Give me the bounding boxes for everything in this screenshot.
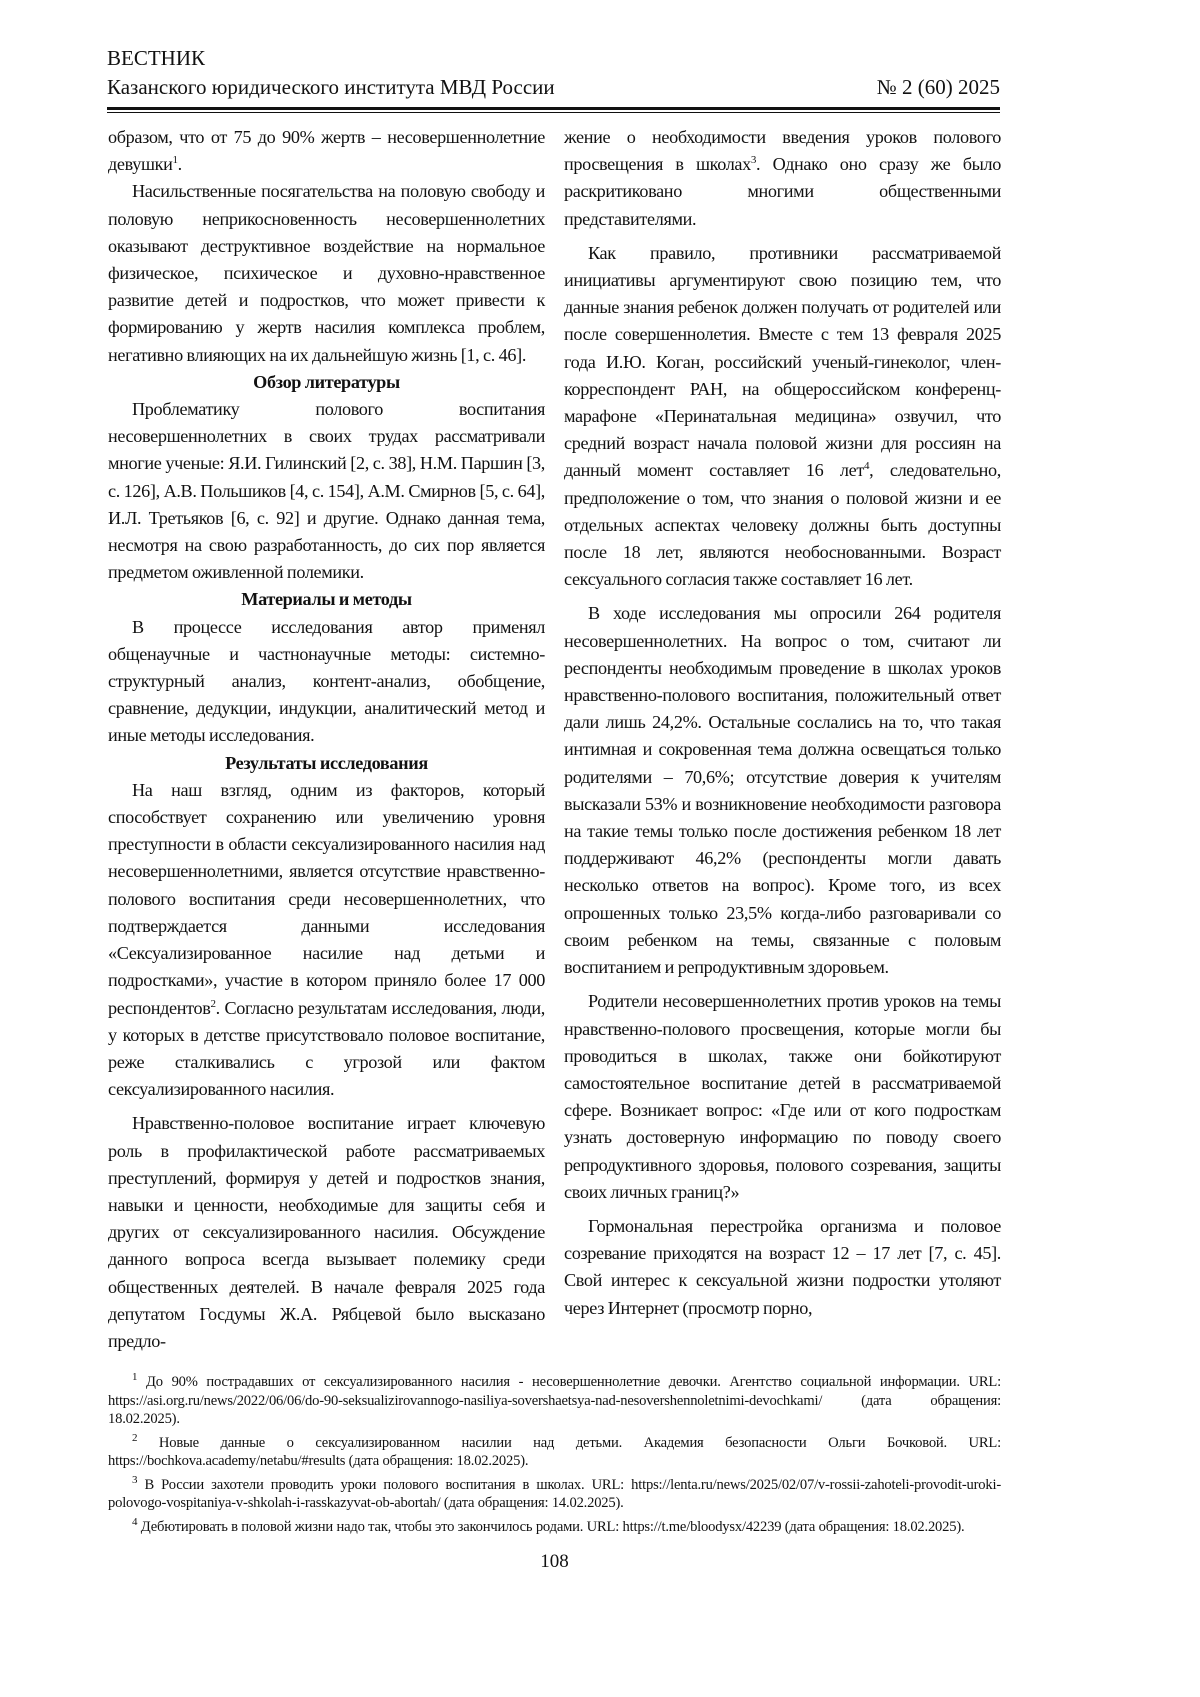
- section-heading: Результаты исследования: [108, 750, 545, 777]
- footnote-ref: 1: [173, 154, 178, 166]
- footnotes: [108, 1373, 1001, 1536]
- footnote-ref: 4: [864, 460, 869, 472]
- paragraph: [564, 240, 1001, 594]
- paragraph: [108, 777, 545, 1103]
- right-column: [564, 124, 1001, 1322]
- text-columns: [108, 124, 1001, 1355]
- paragraph-text: Насильственные посягательства на половую свободу и половую неприкосновенность несовершеннолетних оказывают деструктивное воздействие на нормальное физическое, психическое и духовно-нравственное развитие детей и подростков, что может привести к формированию у жертв насилия комплекса проблем, негативно влияющих на их дальнейшую жизнь [1, с. 46].: [108, 181, 545, 364]
- paragraph: [108, 124, 545, 178]
- footnote-number: 3: [132, 1474, 137, 1486]
- page-body: [0, 0, 1001, 1604]
- paragraph-text: Родители несовершеннолетних против уроков на темы нравственно-полового просвещения, которые могли бы проводиться в школах, также они бойкотируют самостоятельное воспитание детей в рассматриваемой сфере. Возникает вопрос: «Где или от кого подросткам узнать достоверную информацию по поводу своего репродуктивного здоровья, полового созревания, защиты своих личных границ?»: [564, 991, 1001, 1201]
- section-heading: Материалы и методы: [108, 586, 545, 613]
- footnote: [108, 1476, 1001, 1513]
- paragraph-text: . Однако оно сразу же было раскритиковано многими общественными представителями.: [564, 154, 1001, 228]
- paragraph-text: образом, что от 75 до 90% жертв – несовершеннолетние девушки: [108, 127, 545, 174]
- footnote-text: Новые данные о сексуализированном насилии над детьми. Академия безопасности Ольги Бочковой. URL: https://bochkova.academy/netabu/#results (дата обращения: 18.02.2025).: [108, 1435, 1001, 1470]
- paragraph: [564, 124, 1001, 233]
- footnote: [108, 1518, 1001, 1537]
- paragraph-text: Проблематику полового воспитания несовершеннолетних в своих трудах рассматривали многие ученые: Я.И. Гилинский [2, с. 38], Н.М. Паршин [3, с. 126], А.В. Польшиков [4, с. 154], А.М. Смирнов [5, с. 64], И.Л. Третьяков [6, с. 92] и другие. Однако данная тема, несмотря на свою разработанность, до сих пор является предметом оживленной полемики.: [108, 399, 545, 582]
- section-heading: Обзор литературы: [108, 369, 545, 396]
- footnote-text: В России захотели проводить уроки полового воспитания в школах. URL: https://lenta.ru/news/2025/02/07/v-rossii-zahoteli-provodit-uroki-polovogo-vospitaniya-v-shkolah-i-rasskazyvat-ob-abortah/ (дата обращения: 14.02.2025).: [108, 1477, 1001, 1512]
- paragraph: [108, 614, 545, 750]
- paragraph-text: . Согласно результатам исследования, люди, у которых в детстве присутствовало половое воспитание, реже сталкивались с угрозой или фактом сексуализированного насилия.: [108, 998, 545, 1100]
- left-column: [108, 124, 545, 1355]
- footnote-number: 1: [132, 1371, 137, 1383]
- paragraph-text: В процессе исследования автор применял общенаучные и частнонаучные методы: системно-структурный анализ, контент-анализ, обобщение, сравнение, дедукции, индукции, аналитический метод и иные методы исследования.: [108, 617, 545, 746]
- paragraph: [564, 600, 1001, 981]
- paragraph: [108, 396, 545, 586]
- footnote-ref: 3: [751, 154, 756, 166]
- page-number: 108: [108, 1550, 1001, 1574]
- journal-title-line2: Казанского юридического института МВД России: [107, 73, 555, 102]
- paragraph-text: Гормональная перестройка организма и половое созревание приходятся на возраст 12 – 17 лет [7, с. 45]. Свой интерес к сексуальной жизни подростки утоляют через Интернет (просмотр порно,: [564, 1216, 1001, 1318]
- paragraph: [108, 1110, 545, 1355]
- footnote-number: 2: [132, 1432, 137, 1444]
- footnote-text: Дебютировать в половой жизни надо так, чтобы это закончилось родами. URL: https://t.me/bloodysx/42239 (дата обращения: 18.02.2025).: [141, 1519, 965, 1535]
- paragraph-text: , следовательно, предположение о том, что знания о половой жизни и ее отдельных аспектах человеку должны быть доступны после 18 лет, являются необоснованными. Возраст сексуального согласия также составляет 16 лет.: [564, 460, 1001, 589]
- paragraph: [564, 988, 1001, 1206]
- footnote-number: 4: [132, 1516, 137, 1528]
- footnote: [108, 1434, 1001, 1471]
- paragraph: [564, 1213, 1001, 1322]
- journal-title-line1: ВЕСТНИК: [107, 44, 1000, 73]
- paragraph-text: жение о необходимости введения уроков полового просвещения в школах: [564, 127, 1001, 174]
- paragraph-text: На наш взгляд, одним из факторов, который способствует сохранению или увеличению уровня преступности в области сексуализированного насилия над несовершеннолетними, является отсутствие нравственно-полового воспитания среди несовершеннолетних, что подтверждается данными исследования «Сексуализированное насилие над детьми и подростками», участие в котором приняло более 17 000 респондентов: [108, 780, 545, 1018]
- paragraph: [108, 178, 545, 368]
- footnote-ref: 2: [211, 997, 216, 1009]
- paragraph-text: Как правило, противники рассматриваемой инициативы аргументируют свою позицию тем, что данные знания ребенок должен получать от родителей или после совершеннолетия. Вместе с тем 13 февраля 2025 года И.Ю. Коган, российский ученый-гинеколог, член-корреспондент РАН, на общероссийском конференц-марафоне «Перинатальная медицина» озвучил, что средний возраст начала половой жизни для россиян на данный момент составляет 16 лет: [564, 243, 1001, 481]
- footnote: [108, 1373, 1001, 1429]
- paragraph-text: Нравственно-половое воспитание играет ключевую роль в профилактической работе рассматриваемых преступлений, формируя у детей и подростков знания, навыки и ценности, необходимые для защиты себя и других от сексуализированного насилия. Обсуждение данного вопроса всегда вызывает полемику среди общественных деятелей. В начале февраля 2025 года депутатом Госдумы Ж.А. Рябцевой было высказано предло-: [108, 1113, 545, 1351]
- footnote-text: До 90% пострадавших от сексуализированного насилия - несовершеннолетние девочки. Агентство социальной информации. URL: https://asi.org.ru/news/2022/06/06/do-90-seksualizirovannogo-nasiliya-sovershaetsya-nad-nesovershennoletnimi-devochkami/ (дата обращения: 18.02.2025).: [108, 1374, 1001, 1427]
- paragraph-text: В ходе исследования мы опросили 264 родителя несовершеннолетних. На вопрос о том, считают ли респонденты необходимым проведение в школах уроков нравственно-полового воспитания, положительный ответ дали лишь 24,2%. Остальные сослались на то, что такая интимная и сокровенная тема должна освещаться только родителями – 70,6%; отсутствие доверия к учителям высказали 53% и возникновение необходимости разговора на такие темы только после достижения ребенком 18 лет поддерживают 46,2% (респонденты могли давать несколько ответов на вопрос). Кроме того, из всех опрошенных только 23,5% когда-либо разговаривали со своим ребенком на темы, связанные с половым воспитанием и репродуктивным здоровьем.: [564, 603, 1001, 977]
- paragraph-text: .: [178, 154, 182, 174]
- issue-number: № 2 (60) 2025: [877, 73, 1000, 102]
